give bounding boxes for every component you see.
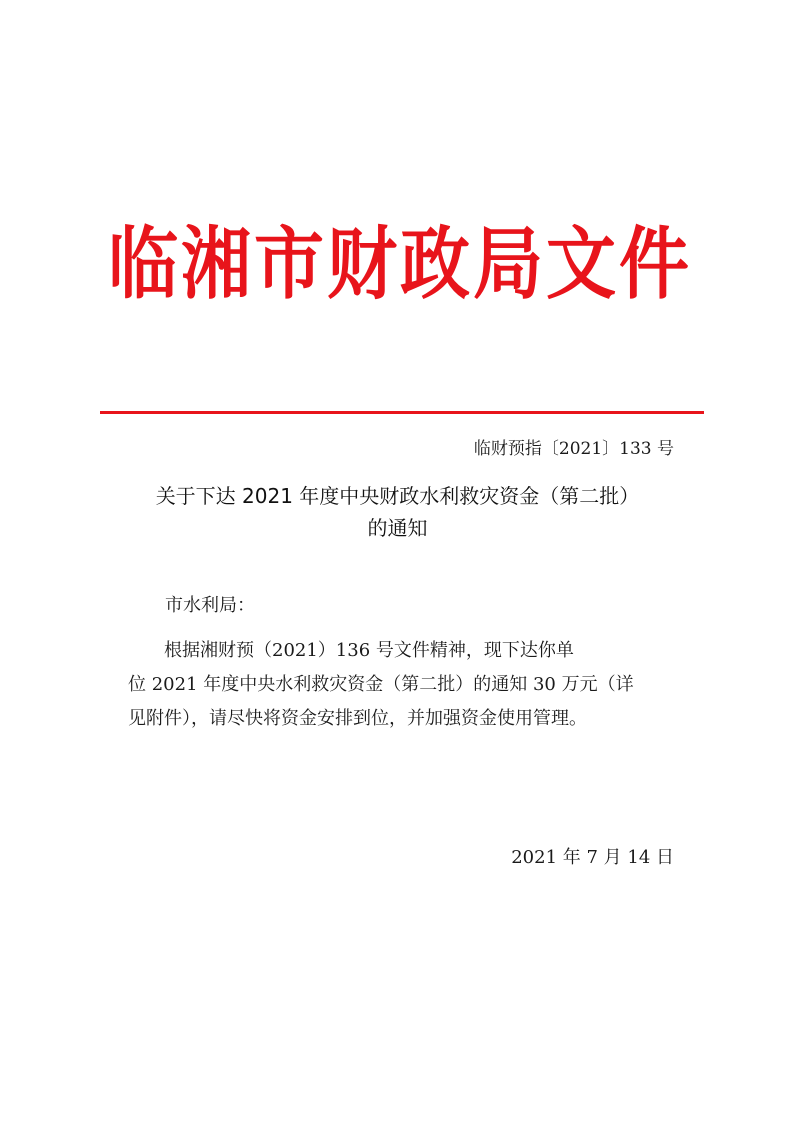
- body-line: 根据湘财预（2021）136 号文件精神，现下达你单: [164, 640, 574, 661]
- body-paragraph: [128, 634, 686, 736]
- document-title-line-1: 关于下达 2021 年度中央财政水利救灾资金（第二批）: [155, 484, 640, 508]
- document-title-line-2: 的通知: [367, 516, 428, 540]
- document-title: [110, 480, 685, 544]
- red-divider-line: [100, 411, 704, 414]
- document-number: 临财预指〔2021〕133 号: [473, 439, 674, 459]
- salutation: 市水利局：: [165, 595, 255, 616]
- body-line: 见附件），请尽快将资金安排到位，并加强资金使用管理。: [128, 708, 587, 729]
- body-line: 位 2021 年度中央水利救灾资金（第二批）的通知 30 万元（详: [128, 674, 634, 695]
- document-header-title: 临湘市财政局文件: [108, 216, 692, 310]
- document-date: 2021 年 7 月 14 日: [511, 847, 674, 868]
